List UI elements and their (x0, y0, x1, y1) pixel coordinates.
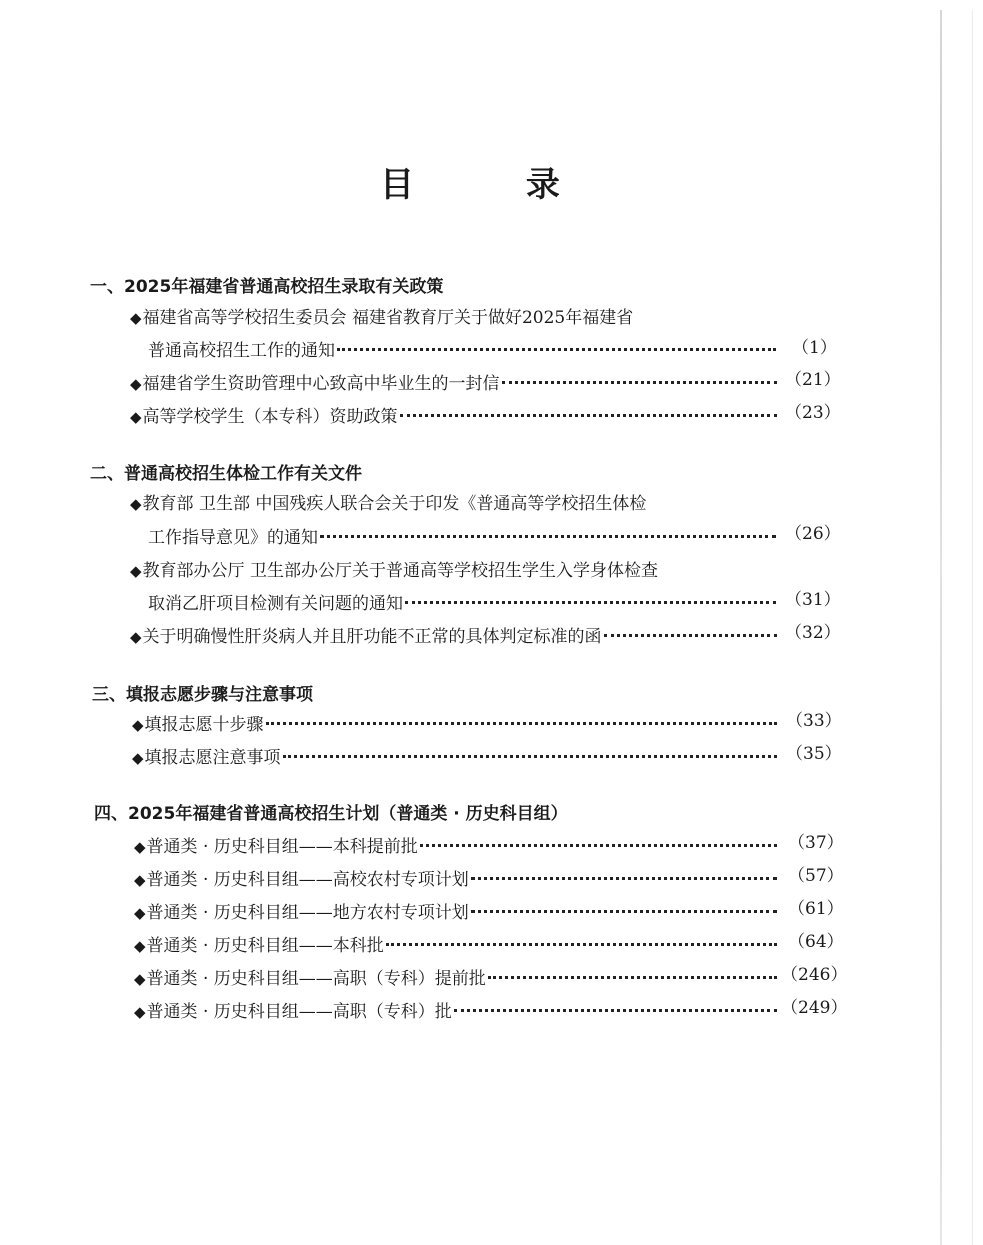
leader-dots (502, 381, 777, 384)
toc-entry[interactable] (134, 968, 777, 990)
diamond-bullet-icon: ◆ (130, 562, 142, 580)
diamond-bullet-icon: ◆ (134, 871, 146, 889)
diamond-bullet-icon: ◆ (130, 408, 142, 426)
scan-edge-line (972, 10, 973, 1245)
entry-title: 福建省学生资助管理中心致高中毕业生的一封信 (142, 374, 500, 394)
toc-entry[interactable] (130, 626, 777, 648)
leader-dots (604, 634, 777, 637)
entry-title: 填报志愿注意事项 (144, 748, 281, 768)
leader-dots (471, 910, 777, 913)
toc-entry-continuation[interactable] (148, 340, 776, 362)
leader-dots (337, 348, 776, 351)
toc-entry[interactable] (130, 493, 646, 515)
toc-entry[interactable] (134, 869, 777, 891)
entry-title: 关于明确慢性肝炎病人并且肝功能不正常的具体判定标准的函 (142, 627, 602, 647)
diamond-bullet-icon: ◆ (132, 716, 144, 734)
page-number: （23） (785, 403, 841, 423)
toc-entry-continuation[interactable] (148, 593, 776, 615)
leader-dots (488, 976, 777, 979)
toc-entry[interactable] (130, 560, 658, 582)
toc-entry[interactable] (132, 714, 777, 736)
section-heading-4: 四、2025年福建省普通高校招生计划（普通类 · 历史科目组） (94, 804, 568, 824)
section-heading-3: 三、填报志愿步骤与注意事项 (92, 685, 313, 705)
leader-dots (400, 414, 777, 417)
page-number: （21） (785, 370, 841, 390)
entry-title: 普通类 · 历史科目组——高校农村专项计划 (146, 870, 469, 890)
diamond-bullet-icon: ◆ (130, 495, 142, 513)
toc-entry[interactable] (132, 747, 777, 769)
leader-dots (266, 722, 777, 725)
entry-title: 普通类 · 历史科目组——高职（专科）批 (146, 1002, 452, 1022)
toc-entry[interactable] (134, 1001, 777, 1023)
entry-title: 福建省高等学校招生委员会 福建省教育厅关于做好2025年福建省 (142, 308, 634, 328)
diamond-bullet-icon: ◆ (134, 937, 146, 955)
leader-dots (405, 601, 776, 604)
page-number: （57） (788, 866, 844, 886)
entry-title: 普通类 · 历史科目组——高职（专科）提前批 (146, 969, 486, 989)
entry-title-cont: 工作指导意见》的通知 (148, 528, 318, 548)
toc-entry[interactable] (130, 406, 777, 428)
section-heading-2: 二、普通高校招生体检工作有关文件 (90, 464, 362, 484)
leader-dots (386, 943, 777, 946)
diamond-bullet-icon: ◆ (130, 628, 142, 646)
diamond-bullet-icon: ◆ (134, 1003, 146, 1021)
toc-entry[interactable] (134, 935, 777, 957)
page-number: （26） (785, 524, 841, 544)
leader-dots (320, 535, 776, 538)
diamond-bullet-icon: ◆ (134, 838, 146, 856)
entry-title: 高等学校学生（本专科）资助政策 (142, 407, 398, 427)
diamond-bullet-icon: ◆ (130, 309, 142, 327)
entry-title: 教育部 卫生部 中国残疾人联合会关于印发《普通高等学校招生体检 (142, 494, 647, 514)
entry-title: 教育部办公厅 卫生部办公厅关于普通高等学校招生学生入学身体检查 (142, 561, 658, 581)
toc-entry[interactable] (130, 307, 633, 329)
page-number: （31） (785, 590, 841, 610)
toc-entry-continuation[interactable] (148, 527, 776, 549)
section-heading-1: 一、2025年福建省普通高校招生录取有关政策 (90, 277, 444, 297)
toc-entry[interactable] (134, 836, 777, 858)
page-number: （32） (785, 623, 841, 643)
diamond-bullet-icon: ◆ (130, 375, 142, 393)
entry-title: 普通类 · 历史科目组——本科提前批 (146, 837, 418, 857)
toc-entry[interactable] (130, 373, 777, 395)
entry-title: 普通类 · 历史科目组——地方农村专项计划 (146, 903, 469, 923)
entry-title: 填报志愿十步骤 (144, 715, 264, 735)
page-number: （33） (786, 711, 842, 731)
scan-edge-line (940, 10, 942, 1245)
page-number: （64） (788, 932, 844, 952)
leader-dots (454, 1009, 777, 1012)
diamond-bullet-icon: ◆ (134, 970, 146, 988)
entry-title-cont: 普通高校招生工作的通知 (148, 341, 335, 361)
page-number: （61） (788, 899, 844, 919)
page-number: （37） (788, 833, 844, 853)
leader-dots (420, 844, 777, 847)
page-number: （1） (792, 338, 837, 358)
page-number: （249） (781, 998, 848, 1018)
page-number: （246） (781, 965, 848, 985)
diamond-bullet-icon: ◆ (134, 904, 146, 922)
entry-title-cont: 取消乙肝项目检测有关问题的通知 (148, 594, 403, 614)
page-number: （35） (786, 744, 842, 764)
diamond-bullet-icon: ◆ (132, 749, 144, 767)
leader-dots (283, 755, 777, 758)
page-title: 目 录 (380, 165, 610, 205)
entry-title: 普通类 · 历史科目组——本科批 (146, 936, 384, 956)
toc-entry[interactable] (134, 902, 777, 924)
leader-dots (471, 877, 777, 880)
